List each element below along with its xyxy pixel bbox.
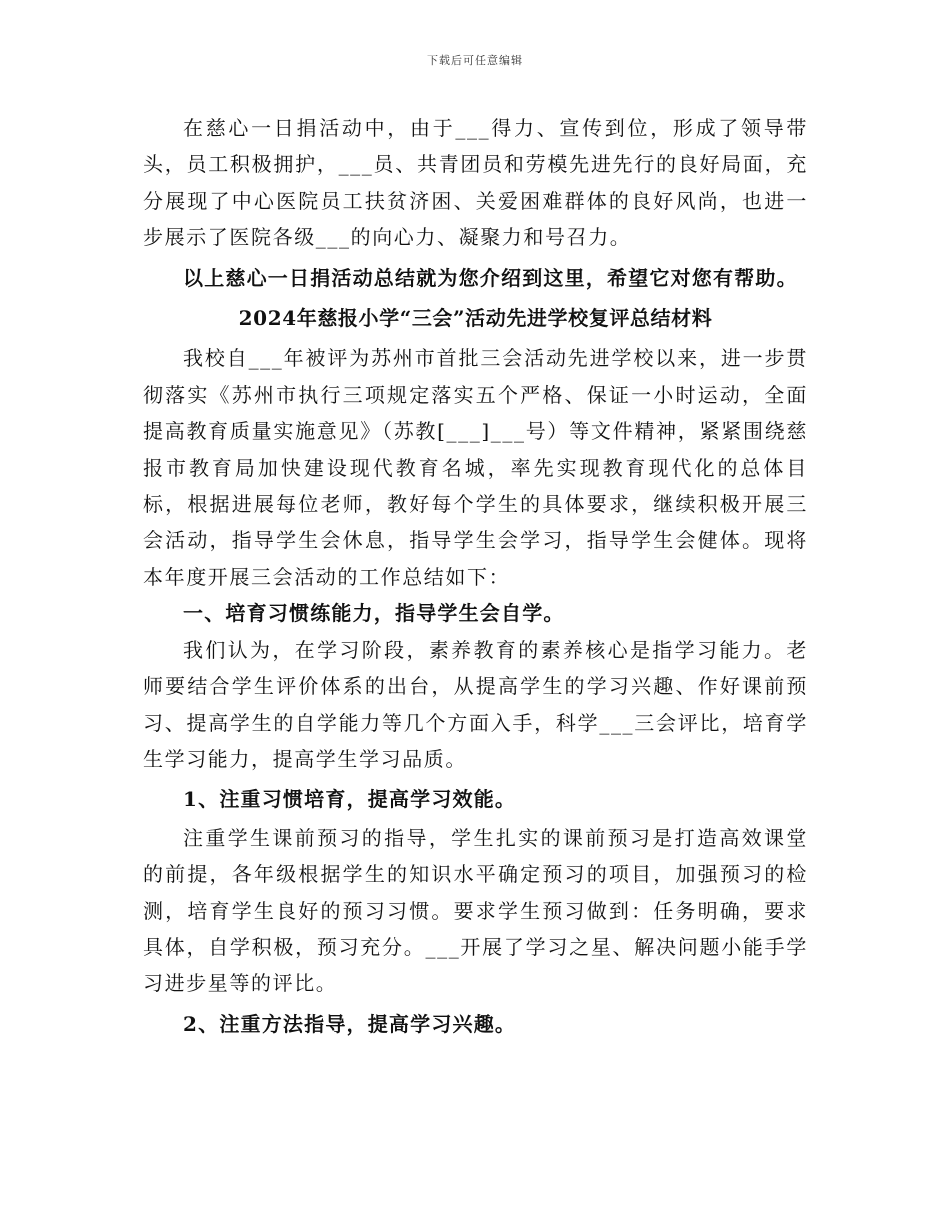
paragraph-donation-summary: 在慈心一日捐活动中，由于___得力、宣传到位，形成了领导带头，员工积极拥护，___员、共青团员和劳模先进先行的良好局面，充分展现了中心医院员工扶贫济困、关爱困难群体的良好风尚，也进一步展示了医院各级___的向心力、凝聚力和号召力。 (143, 116, 808, 250)
subsection-heading-2: 2、注重方法指导，提高学习兴趣。 (183, 1011, 517, 1036)
page-header: 下载后可任意编辑 (427, 54, 523, 67)
document-title: 2024年慈报小学“三会”活动先进学校复评总结材料 (238, 306, 713, 331)
document-body (143, 110, 808, 1044)
paragraph-section-1: 我们认为，在学习阶段，素养教育的素养核心是指学习能力。老师要结合学生评价体系的出台，从提高学生的学习兴趣、作好课前预习、提高学生的自学能力等几个方面入手，科学___三会评比，培育学生学习能力，提高学生学习品质。 (143, 637, 808, 771)
paragraph-introduction: 我校自___年被评为苏州市首批三会活动先进学校以来，进一步贯彻落实《苏州市执行三项规定落实五个严格、保证一小时运动，全面提高教育质量实施意见》（苏教[___]___号）等文件精神，紧紧围绕慈报市教育局加快建设现代教育名城，率先实现教育现代化的总体目标，根据进展每位老师，教好每个学生的具体要求，继续积极开展三会活动，指导学生会休息，指导学生会学习，指导学生会健体。现将本年度开展三会活动的工作总结如下： (143, 346, 808, 589)
paragraph-closing-remark: 以上慈心一日捐活动总结就为您介绍到这里，希望它对您有帮助。 (183, 265, 798, 290)
section-heading-1: 一、培育习惯练能力，指导学生会自学。 (183, 601, 565, 626)
paragraph-subsection-1: 注重学生课前预习的指导，学生扎实的课前预习是打造高效课堂的前提，各年级根据学生的知识水平确定预习的项目，加强预习的检测，培育学生良好的预习习惯。要求学生预习做到：任务明确，要求具体，自学积极，预习充分。___开展了学习之星、解决问题小能手学习进步星等的评比。 (143, 825, 808, 996)
subsection-heading-1: 1、注重习惯培育，提高学习效能。 (183, 787, 517, 812)
